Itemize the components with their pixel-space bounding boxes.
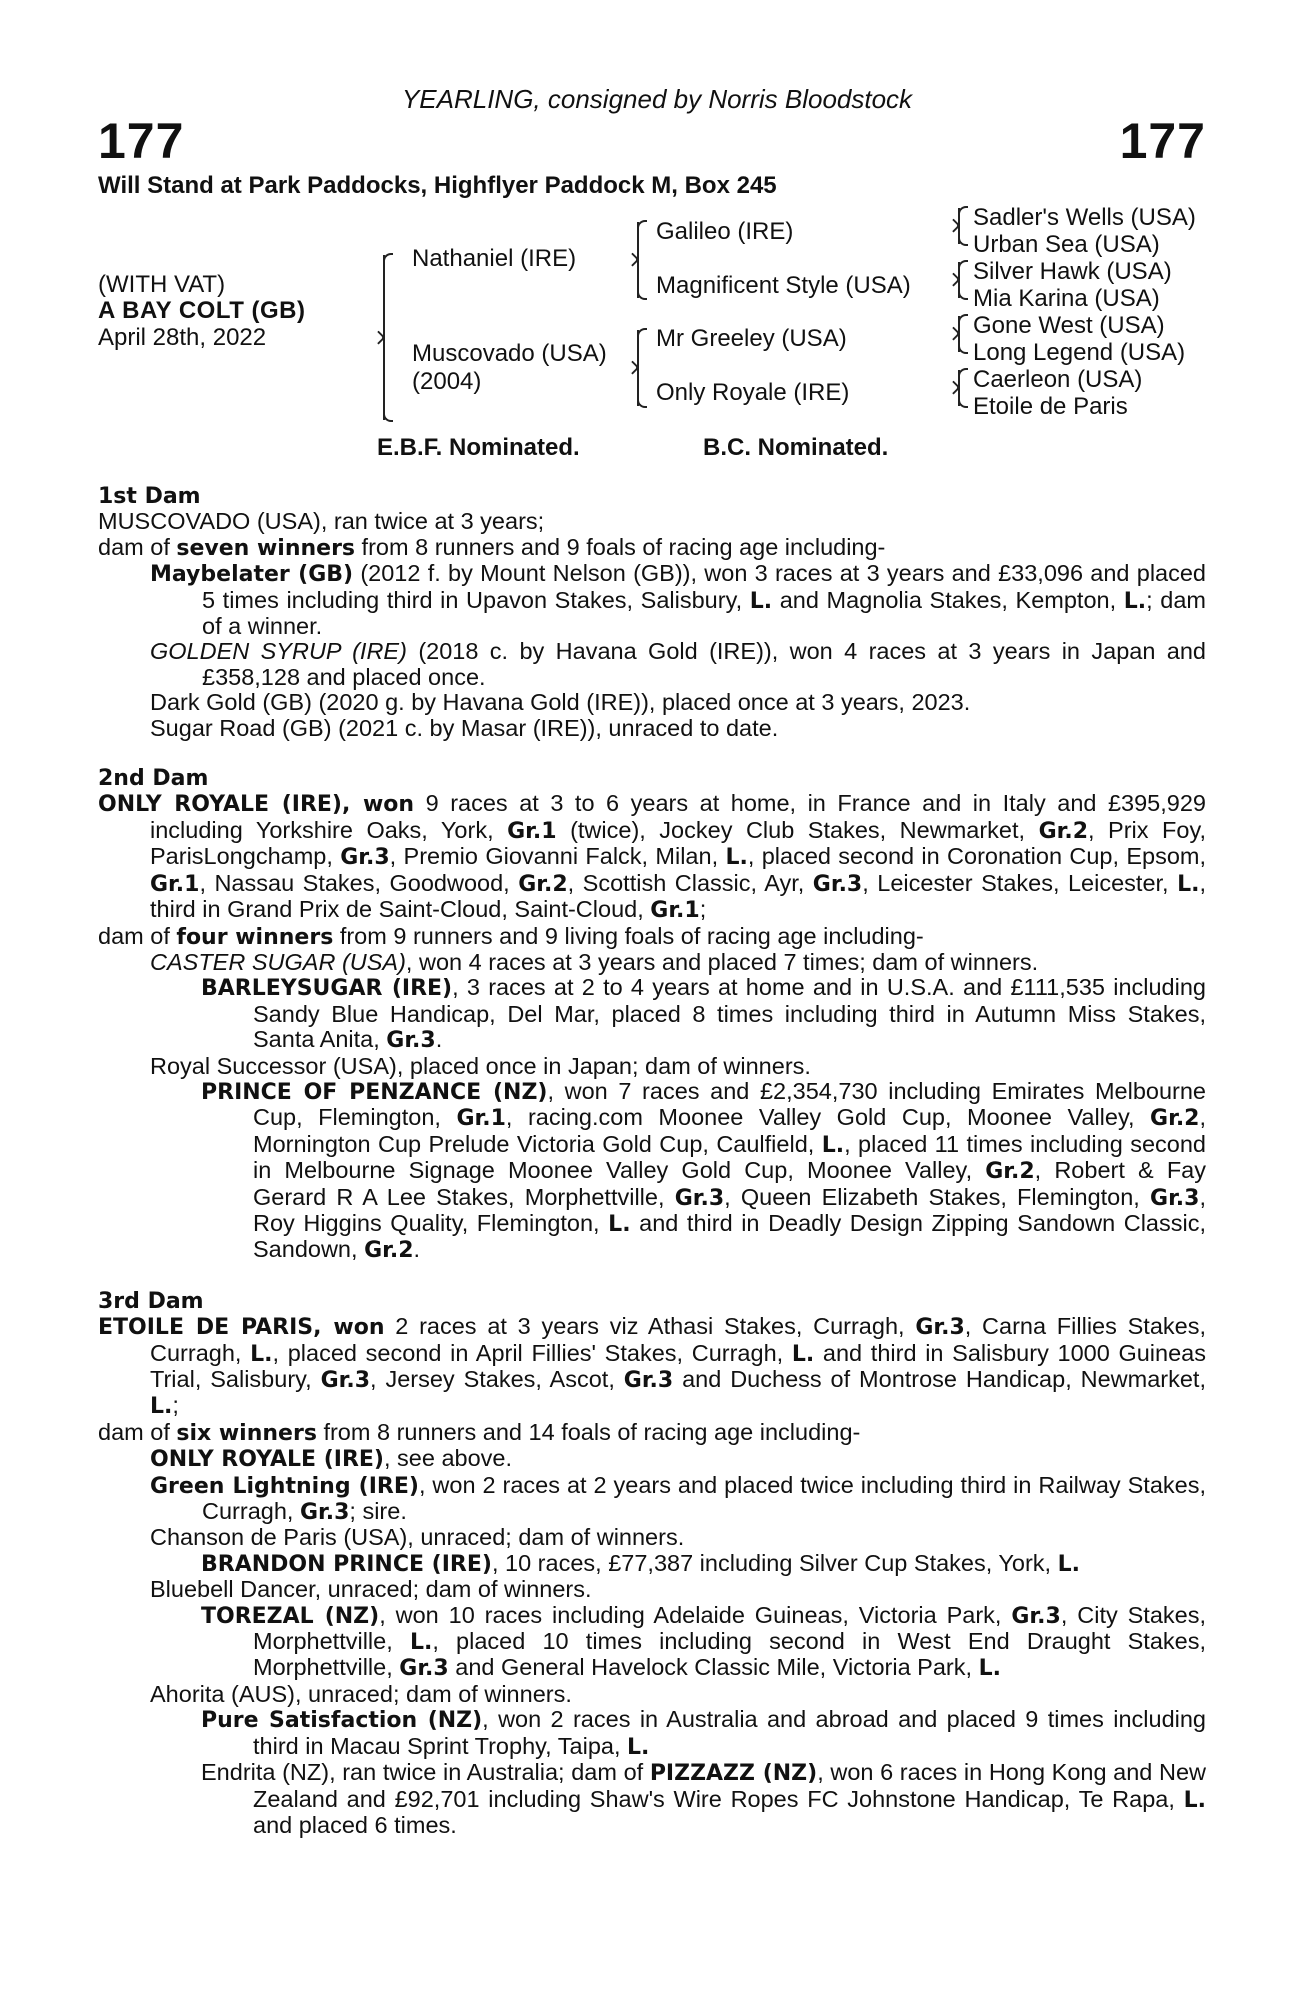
- first-dam-record: dam of seven winners from 8 runners and 9 foals of racing age including-: [98, 533, 886, 561]
- pedigree-brace: [958, 370, 960, 406]
- ebf-nomination: E.B.F. Nominated.: [377, 434, 580, 461]
- grand-produce-entry: Pure Satisfaction (NZ), won 2 races in Australia and abroad and placed 9 times including third in Macau Sprint Trophy, Taipa, L.: [201, 1706, 1207, 1760]
- produce-entry: Dark Gold (GB) (2020 g. by Havana Gold (IRE)), placed once at 3 years, 2023.: [150, 689, 971, 716]
- produce-entry: Bluebell Dancer, unraced; dam of winners.: [150, 1576, 592, 1603]
- dam: Muscovado (USA): [412, 340, 607, 367]
- first-dam-heading: 1st Dam: [98, 484, 201, 509]
- dam-dam: Only Royale (IRE): [656, 379, 850, 406]
- sire: Nathaniel (IRE): [412, 245, 577, 272]
- catalogue-header: YEARLING, consigned by Norris Bloodstock: [401, 84, 913, 114]
- third-dam-heading: 3rd Dam: [98, 1288, 204, 1314]
- sire-dam: Magnificent Style (USA): [656, 272, 911, 299]
- family-details: [98, 484, 1206, 1838]
- ancestor-2: Urban Sea (USA): [973, 231, 1160, 258]
- second-dam-heading: 2nd Dam: [98, 766, 209, 792]
- pedigree-brace: [383, 255, 385, 420]
- pedigree-brace: [637, 330, 639, 406]
- produce-entry: ONLY ROYALE (IRE), see above.: [150, 1445, 513, 1473]
- grand-produce-entry: BRANDON PRINCE (IRE), 10 races, £77,387 including Silver Cup Stakes, York, L.: [201, 1549, 1080, 1577]
- pedigree-brace: [958, 316, 960, 352]
- produce-entry: Green Lightning (IRE), won 2 races at 2 years and placed twice including third in Railway Stakes, Curragh, Gr.3; sire.: [150, 1471, 1207, 1526]
- lot-number-right: 177: [1119, 113, 1206, 169]
- ancestor-5: Gone West (USA): [973, 312, 1165, 339]
- ancestor-6: Long Legend (USA): [973, 339, 1186, 366]
- bc-nomination: B.C. Nominated.: [703, 434, 889, 461]
- ancestor-4: Mia Karina (USA): [973, 285, 1160, 312]
- foaling-date: April 28th, 2022: [98, 324, 267, 351]
- third-dam-summary: ETOILE DE PARIS, won 2 races at 3 years viz Athasi Stakes, Curragh, Gr.3, Carna Fillies Stakes, Curragh, L., placed second in April Fillies' Stakes, Curragh, L. and third in Salisbury 1000 Guineas Trial, Salisbury, Gr.3, Jersey Stakes, Ascot, Gr.3 and Duchess of Montrose Handicap, Newmarket, L.;: [98, 1313, 1206, 1420]
- produce-entry: Sugar Road (GB) (2021 c. by Masar (IRE)), unraced to date.: [150, 714, 779, 741]
- produce-entry: CASTER SUGAR (USA), won 4 races at 3 years and placed 7 times; dam of winners.: [150, 948, 1039, 975]
- ancestor-7: Caerleon (USA): [973, 366, 1143, 393]
- produce-entry: Royal Successor (USA), placed once in Japan; dam of winners.: [150, 1052, 811, 1079]
- pedigree-brace: [958, 208, 960, 244]
- produce-entry: GOLDEN SYRUP (IRE) (2018 c. by Havana Gold (IRE)), won 4 races at 3 years in Japan and £358,128 and placed once.: [150, 638, 1206, 690]
- produce-entry: Ahorita (AUS), unraced; dam of winners.: [150, 1680, 572, 1707]
- lot-number-left: 177: [98, 113, 185, 169]
- grand-produce-entry: BARLEYSUGAR (IRE), 3 races at 2 to 4 years at home and in U.S.A. and £111,535 including Sandy Blue Handicap, Del Mar, placed 8 times including third in Autumn Miss Stakes, Santa Anita, Gr.3.: [201, 974, 1206, 1054]
- vat-note: (WITH VAT): [98, 271, 226, 298]
- grand-produce-entry: TOREZAL (NZ), won 10 races including Adelaide Guineas, Victoria Park, Gr.3, City Stakes, Morphettville, L., placed 10 times including second in West End Draught Stakes, Morphettville, Gr.3 and General Havelock Classic Mile, Victoria Park, L.: [201, 1601, 1206, 1682]
- second-dam-summary: ONLY ROYALE (IRE), won 9 races at 3 to 6 years at home, in France and in Italy and £395,929 including Yorkshire Oaks, York, Gr.1 (twice), Jockey Club Stakes, Newmarket, Gr.2, Prix Foy, ParisLongchamp, Gr.3, Premio Giovanni Falck, Milan, L., placed second in Coronation Cup, Epsom, Gr.1, Nassau Stakes, Goodwood, Gr.2, Scottish Classic, Ayr, Gr.3, Leicester Stakes, Leicester, L., third in Grand Prix de Saint-Cloud, Saint-Cloud, Gr.1;: [98, 790, 1206, 924]
- dam-year: (2004): [412, 368, 482, 395]
- grand-produce-entry: Endrita (NZ), ran twice in Australia; dam of PIZZAZZ (NZ), won 6 races in Hong Kong and New Zealand and £92,701 including Shaw's Wire Ropes FC Johnstone Handicap, Te Rapa, L. and placed 6 times.: [201, 1759, 1207, 1838]
- dam-sire: Mr Greeley (USA): [656, 325, 847, 352]
- ancestor-1: Sadler's Wells (USA): [973, 204, 1196, 231]
- pedigree-brace: [637, 222, 639, 298]
- ancestor-8: Etoile de Paris: [973, 393, 1128, 420]
- produce-entry: Maybelater (GB) (2012 f. by Mount Nelson (GB)), won 3 races at 3 years and £33,096 and placed 5 times including third in Upavon Stakes, Salisbury, L. and Magnolia Stakes, Kempton, L.; dam of a winner.: [150, 560, 1207, 640]
- produce-entry: Chanson de Paris (USA), unraced; dam of winners.: [150, 1524, 685, 1551]
- horse-name: A BAY COLT (GB): [98, 297, 306, 324]
- first-dam-summary: MUSCOVADO (USA), ran twice at 3 years;: [98, 508, 545, 535]
- grand-produce-entry: PRINCE OF PENZANCE (NZ), won 7 races and £2,354,730 including Emirates Melbourne Cup, Flemington, Gr.1, racing.com Moonee Valley Gold Cup, Moonee Valley, Gr.2, Mornington Cup Prelude Victoria Gold Cup, Caulfield, L., placed 11 times including second in Melbourne Signage Moonee Valley Gold Cup, Moonee Valley, Gr.2, Robert & Fay Gerard R A Lee Stakes, Morphettville, Gr.3, Queen Elizabeth Stakes, Flemington, Gr.3, Roy Higgins Quality, Flemington, L. and third in Deadly Design Zipping Sandown Classic, Sandown, Gr.2.: [201, 1077, 1207, 1264]
- ancestor-3: Silver Hawk (USA): [973, 258, 1172, 285]
- stabling-location: Will Stand at Park Paddocks, Highflyer Paddock M, Box 245: [98, 172, 777, 199]
- second-dam-record: dam of four winners from 9 runners and 9 living foals of racing age including-: [98, 922, 924, 950]
- sire-sire: Galileo (IRE): [656, 218, 794, 245]
- pedigree-brace: [958, 262, 960, 298]
- third-dam-record: dam of six winners from 8 runners and 14 foals of racing age including-: [98, 1418, 861, 1446]
